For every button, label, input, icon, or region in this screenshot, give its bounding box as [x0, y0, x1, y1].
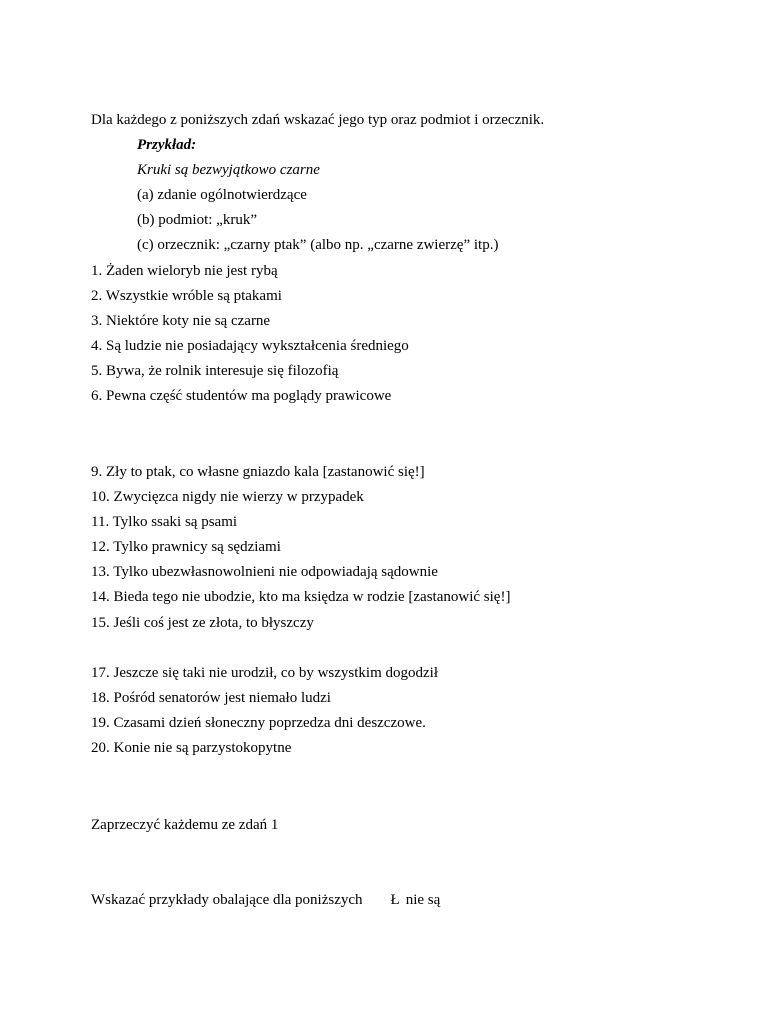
sentence-2: 2. Wszystkie wróble są ptakami — [91, 288, 282, 304]
task-3-line — [91, 890, 440, 910]
sentence-1: 1. Żaden wieloryb nie jest rybą — [91, 263, 278, 279]
sentence-18: 18. Pośród senatorów jest niemało ludzi — [91, 690, 331, 706]
sentence-6: 6. Pewna część studentów ma poglądy prawicowe — [91, 388, 392, 404]
sentence-15: 15. Jeśli coś jest ze złota, to błyszczy — [91, 615, 314, 631]
sentence-3: 3. Niektóre koty nie są czarne — [91, 313, 271, 329]
sentence-17: 17. Jeszcze się taki nie urodził, co by wszystkim dogodził — [91, 665, 438, 681]
example-item-a: (a) zdanie ogólnotwierdzące — [137, 187, 307, 203]
sentence-4: 4. Są ludzie nie posiadający wykształcenia średniego — [91, 338, 409, 354]
example-item-c: (c) orzecznik: „czarny ptak” (albo np. „czarne zwierzę” itp.) — [137, 237, 499, 253]
sentence-10: 10. Zwycięzca nigdy nie wierzy w przypadek — [91, 489, 364, 505]
sentence-20: 20. Konie nie są parzystokopytne — [91, 740, 292, 756]
example-sentence: Kruki są bezwyjątkowo czarne — [137, 162, 320, 178]
sentence-5: 5. Bywa, że rolnik interesuje się filozofią — [91, 363, 339, 379]
task-2-text: Zaprzeczyć każdemu ze zdań 1 — [91, 817, 279, 833]
sentence-12: 12. Tylko prawnicy są sędziami — [91, 539, 281, 555]
task-3-text: Wskazać przykłady obalające dla poniższych — [91, 892, 363, 908]
sentence-11: 11. Tylko ssaki są psami — [91, 514, 238, 530]
sentence-14: 14. Bieda tego nie ubodzie, kto ma księdza w rodzie [zastanowić się!] — [91, 589, 511, 605]
sentence-19: 19. Czasami dzień słoneczny poprzedza dni deszczowe. — [91, 715, 426, 731]
sentence-13: 13. Tylko ubezwłasnowolnieni nie odpowiadają sądownie — [91, 564, 438, 580]
task-3-fragment-2: nie są — [405, 892, 441, 908]
task-3-fragment-1: Ł — [390, 892, 400, 908]
sentence-9: 9. Zły to ptak, co własne gniazdo kala [zastanowić się!] — [91, 464, 425, 480]
instruction-text: Dla każdego z poniższych zdań wskazać jego typ oraz podmiot i orzecznik. — [91, 112, 545, 128]
example-item-b: (b) podmiot: „kruk” — [137, 212, 257, 228]
example-heading: Przykład: — [137, 137, 197, 153]
